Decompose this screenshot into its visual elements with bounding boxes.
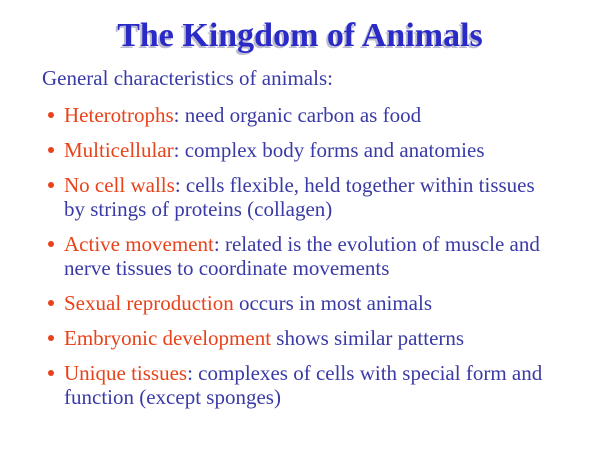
bullet-dot-icon	[48, 370, 54, 376]
bullet-dot-icon	[48, 335, 54, 341]
bullet-item-heterotrophs	[42, 103, 560, 127]
bullet-rest: : complex body forms and anatomies	[173, 138, 485, 162]
bullet-term: Unique tissues	[64, 361, 188, 385]
bullet-dot-icon	[48, 182, 54, 188]
bullet-item-active-movement	[42, 232, 560, 280]
bullet-term: Heterotrophs	[64, 103, 174, 127]
bullet-rest: : need organic carbon as food	[173, 103, 422, 127]
bullet-term: No cell walls	[64, 173, 175, 197]
bullet-item-sexual-reproduction	[42, 291, 560, 315]
bullet-item-no-cell-walls	[42, 173, 560, 221]
bullet-item-multicellular	[42, 138, 560, 162]
bullet-item-embryonic-development	[42, 326, 560, 350]
bullet-term: Multicellular	[64, 138, 174, 162]
bullet-list	[0, 103, 600, 409]
bullet-rest: : complexes of cells with special form and function (except sponges)	[64, 361, 543, 409]
bullet-dot-icon	[48, 300, 54, 306]
bullet-rest: occurs in most animals	[233, 291, 433, 315]
bullet-dot-icon	[48, 241, 54, 247]
bullet-term: Active movement	[64, 232, 214, 256]
bullet-item-unique-tissues	[42, 361, 560, 409]
bullet-term: Sexual reproduction	[64, 291, 234, 315]
bullet-rest: : related is the evolution of muscle and nerve tissues to coordinate movements	[64, 232, 540, 280]
bullet-term: Embryonic development	[64, 326, 272, 350]
bullet-dot-icon	[48, 147, 54, 153]
intro-text: General characteristics of animals:	[42, 66, 333, 90]
bullet-rest: shows similar patterns	[271, 326, 465, 350]
slide-title: The Kingdom of Animals	[117, 17, 483, 54]
bullet-dot-icon	[48, 112, 54, 118]
bullet-rest: : cells flexible, held together within tissues by strings of proteins (collagen)	[64, 173, 535, 221]
